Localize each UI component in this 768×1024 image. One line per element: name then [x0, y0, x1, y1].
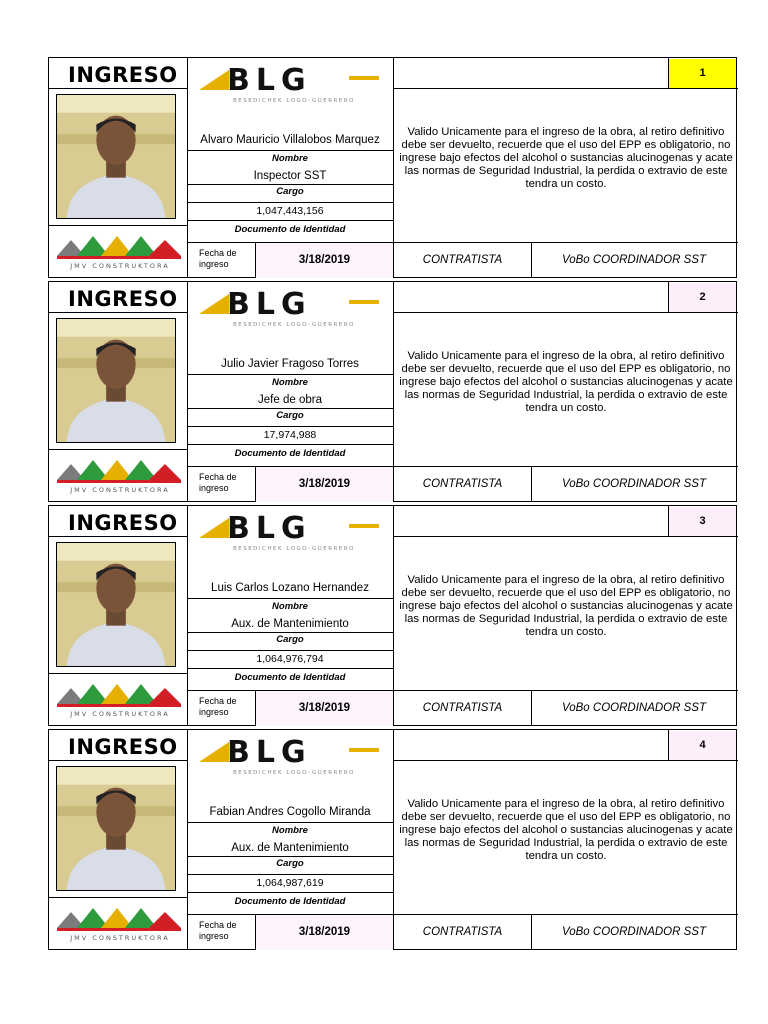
cargo-label: Cargo: [276, 186, 304, 197]
id-card: [48, 505, 737, 726]
svg-text:JMV CONSTRUKTORA: JMV CONSTRUKTORA: [70, 486, 170, 494]
employee-name: Luis Carlos Lozano Hernandez: [211, 582, 369, 594]
id-card: [48, 57, 737, 278]
jmv-logo: [53, 454, 187, 496]
document-label: Documento de Identidad: [234, 224, 346, 235]
svg-text:JMV CONSTRUKTORA: JMV CONSTRUKTORA: [70, 710, 170, 718]
notice-text: Valido Unicamente para el ingreso de la obra, al retiro definitivo debe ser devuelto, recuerde que el uso del EPP es obligatorio, no ingrese bajo efectos del alcohol o sustancias alucinogenas y acate las normas de Seguridad Industrial, la perdida o extravio de este tendra un costo.: [399, 574, 733, 638]
employee-cargo: Jefe de obra: [258, 394, 322, 406]
document-label: Documento de Identidad: [234, 672, 346, 683]
fecha-label: Fecha de ingreso: [199, 696, 237, 717]
vobo-signature: VoBo COORDINADOR SST: [562, 254, 706, 266]
svg-text:BLG: BLG: [227, 738, 312, 770]
fecha-label: Fecha de ingreso: [199, 472, 237, 493]
id-card: [48, 281, 737, 502]
name-label: Nombre: [272, 377, 308, 388]
employee-document: 1,047,443,156: [256, 205, 324, 217]
svg-text:BESEDICHEK LOGO-GUERRERO: BESEDICHEK LOGO-GUERRERO: [232, 546, 356, 552]
fecha-value: 3/18/2019: [256, 691, 393, 726]
svg-text:BLG: BLG: [227, 66, 312, 98]
blg-logo: [199, 514, 389, 564]
card-title: INGRESO: [68, 63, 178, 87]
svg-text:JMV CONSTRUKTORA: JMV CONSTRUKTORA: [70, 934, 170, 942]
contratista-signature: CONTRATISTA: [422, 702, 503, 714]
contratista-signature: CONTRATISTA: [422, 254, 503, 266]
jmv-logo: [53, 678, 187, 720]
vobo-signature: VoBo COORDINADOR SST: [562, 702, 706, 714]
name-label: Nombre: [272, 825, 308, 836]
card-number: 4: [669, 731, 736, 760]
employee-photo: [56, 542, 176, 667]
notice-text: Valido Unicamente para el ingreso de la obra, al retiro definitivo debe ser devuelto, recuerde que el uso del EPP es obligatorio, no ingrese bajo efectos del alcohol o sustancias alucinogenas y acate las normas de Seguridad Industrial, la perdida o extravio de este tendra un costo.: [399, 126, 733, 190]
employee-cargo: Aux. de Mantenimiento: [231, 618, 349, 630]
card-number: 1: [669, 59, 736, 88]
id-card: [48, 729, 737, 950]
svg-text:BESEDICHEK LOGO-GUERRERO: BESEDICHEK LOGO-GUERRERO: [232, 322, 356, 328]
cargo-label: Cargo: [276, 858, 304, 869]
fecha-label: Fecha de ingreso: [199, 248, 237, 269]
notice-text: Valido Unicamente para el ingreso de la obra, al retiro definitivo debe ser devuelto, recuerde que el uso del EPP es obligatorio, no ingrese bajo efectos del alcohol o sustancias alucinogenas y acate las normas de Seguridad Industrial, la perdida o extravio de este tendra un costo.: [399, 798, 733, 862]
cargo-label: Cargo: [276, 410, 304, 421]
employee-cargo: Inspector SST: [253, 170, 327, 182]
employee-cargo: Aux. de Mantenimiento: [231, 842, 349, 854]
document-label: Documento de Identidad: [234, 896, 346, 907]
cargo-label: Cargo: [276, 634, 304, 645]
employee-photo: [56, 94, 176, 219]
card-number: 3: [669, 507, 736, 536]
employee-name: Fabian Andres Cogollo Miranda: [209, 806, 371, 818]
employee-document: 17,974,988: [263, 429, 317, 441]
vobo-signature: VoBo COORDINADOR SST: [562, 478, 706, 490]
card-number: 2: [669, 283, 736, 312]
blg-logo: [199, 66, 389, 116]
svg-text:BESEDICHEK LOGO-GUERRERO: BESEDICHEK LOGO-GUERRERO: [232, 98, 356, 104]
document-label: Documento de Identidad: [234, 448, 346, 459]
svg-text:BLG: BLG: [227, 290, 312, 322]
id-cards-sheet: [48, 57, 737, 953]
card-title: INGRESO: [68, 735, 178, 759]
fecha-value: 3/18/2019: [256, 915, 393, 950]
contratista-signature: CONTRATISTA: [422, 926, 503, 938]
name-label: Nombre: [272, 153, 308, 164]
card-title: INGRESO: [68, 511, 178, 535]
contratista-signature: CONTRATISTA: [422, 478, 503, 490]
employee-name: Julio Javier Fragoso Torres: [221, 358, 359, 370]
blg-logo: [199, 738, 389, 788]
fecha-label: Fecha de ingreso: [199, 920, 237, 941]
employee-document: 1,064,987,619: [256, 877, 324, 889]
vobo-signature: VoBo COORDINADOR SST: [562, 926, 706, 938]
employee-name: Alvaro Mauricio Villalobos Marquez: [200, 134, 380, 146]
jmv-logo: [53, 902, 187, 944]
notice-text: Valido Unicamente para el ingreso de la obra, al retiro definitivo debe ser devuelto, recuerde que el uso del EPP es obligatorio, no ingrese bajo efectos del alcohol o sustancias alucinogenas y acate las normas de Seguridad Industrial, la perdida o extravio de este tendra un costo.: [399, 350, 733, 414]
svg-text:BLG: BLG: [227, 514, 312, 546]
employee-document: 1,064,976,794: [256, 653, 324, 665]
card-title: INGRESO: [68, 287, 178, 311]
name-label: Nombre: [272, 601, 308, 612]
fecha-value: 3/18/2019: [256, 243, 393, 278]
jmv-logo: [53, 230, 187, 272]
svg-text:JMV CONSTRUKTORA: JMV CONSTRUKTORA: [70, 262, 170, 270]
fecha-value: 3/18/2019: [256, 467, 393, 502]
employee-photo: [56, 318, 176, 443]
blg-logo: [199, 290, 389, 340]
svg-text:BESEDICHEK LOGO-GUERRERO: BESEDICHEK LOGO-GUERRERO: [232, 770, 356, 776]
employee-photo: [56, 766, 176, 891]
